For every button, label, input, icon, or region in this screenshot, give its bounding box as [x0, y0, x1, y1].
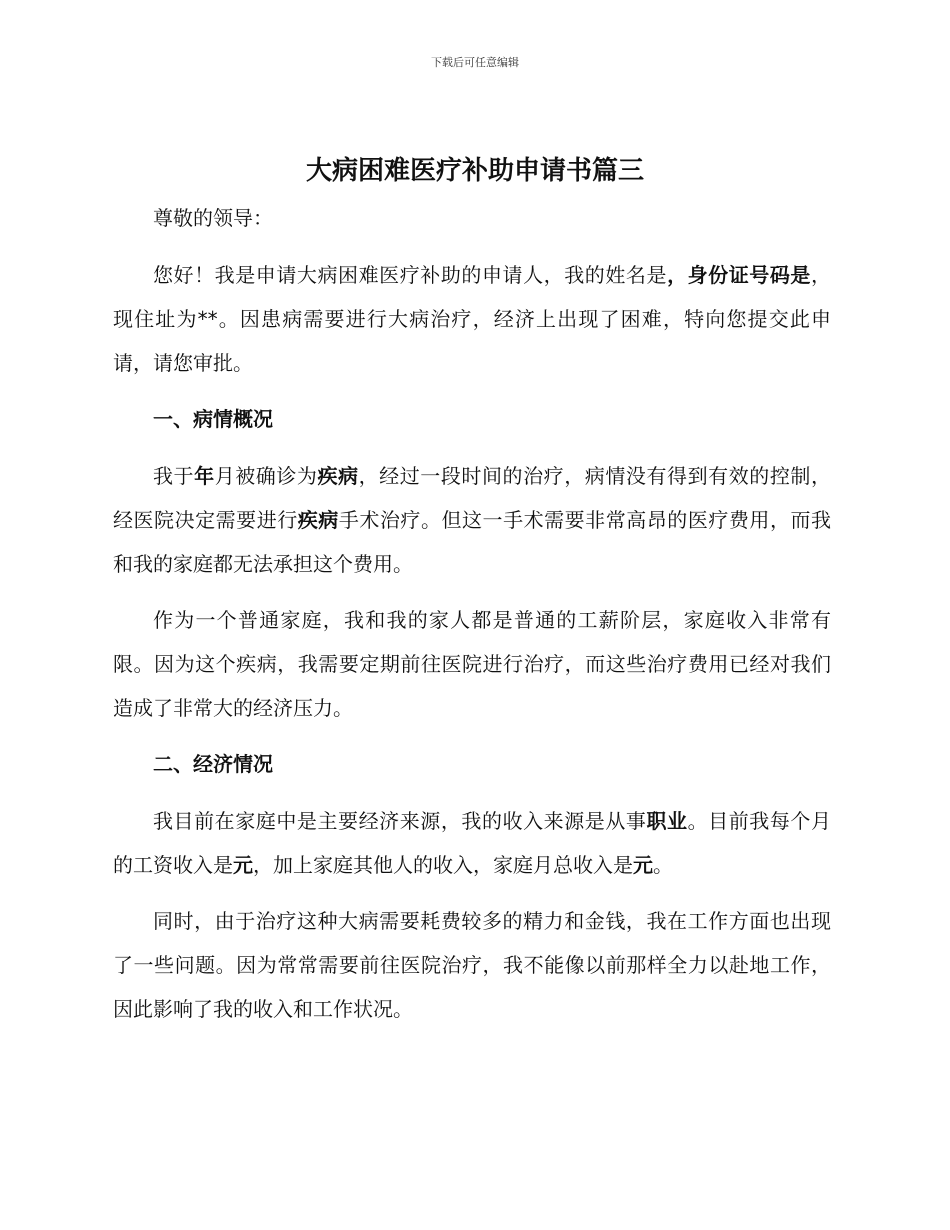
page-header-note: 下载后可任意编辑 — [431, 56, 519, 69]
paragraph-work: 同时，由于治疗这种大病需要耗费较多的精力和金钱，我在工作方面也出现了一些问题。因为常常需要前往医院治疗，我不能像以前那样全力以赴地工作，因此影响了我的收入和工作状况。 — [113, 909, 831, 1021]
bold-run: 年 — [194, 464, 215, 488]
text-run: 月被确诊为 — [214, 464, 318, 488]
paragraph-diagnosis — [113, 454, 831, 586]
paragraph-intro — [113, 253, 831, 385]
text-run: ，现住址为**。因患病需要进行大病治疗，经济上出现了困难，特向您提交此申请，请您审批。 — [113, 263, 831, 375]
paragraph-family: 作为一个普通家庭，我和我的家人都是普通的工薪阶层，家庭收入非常有限。因为这个疾病，我需要定期前往医院进行治疗，而这些治疗费用已经对我们造成了非常大的经济压力。 — [113, 608, 831, 720]
text-run: 您好！我是申请大病困难医疗补助的申请人，我的姓名是 — [153, 263, 668, 287]
bold-run: 元 — [633, 853, 653, 877]
text-run: 。目前我每个月的工资收入是 — [113, 809, 831, 877]
section-heading-finance: 二、经济情况 — [153, 752, 273, 776]
bold-run: 职业 — [646, 809, 688, 833]
text-run: ，加上家庭其他人的收入，家庭月总收入是 — [253, 853, 633, 877]
document-title: 大病困难医疗补助申请书篇三 — [305, 156, 644, 186]
text-run: ，经过一段时间的治疗，病情没有得到有效的控制，经医院决定需要进行 — [113, 464, 831, 532]
text-run: 手术治疗。但这一手术需要非常高昂的医疗费用，而我和我的家庭都无法承担这个费用。 — [113, 508, 832, 576]
bold-run: 元 — [233, 853, 253, 877]
paragraph-income — [113, 799, 831, 887]
bold-run: 疾病 — [297, 508, 339, 532]
text-run: 我于 — [153, 464, 195, 488]
text-run: 我目前在家庭中是主要经济来源，我的收入来源是从事 — [153, 809, 647, 833]
greeting: 尊敬的领导： — [153, 206, 273, 230]
document-body — [113, 196, 831, 1043]
bold-run: ，身份证号码是 — [667, 263, 811, 287]
section-heading-condition: 一、病情概况 — [153, 407, 273, 431]
bold-run: 疾病 — [317, 464, 359, 488]
text-run: 。 — [653, 853, 673, 877]
